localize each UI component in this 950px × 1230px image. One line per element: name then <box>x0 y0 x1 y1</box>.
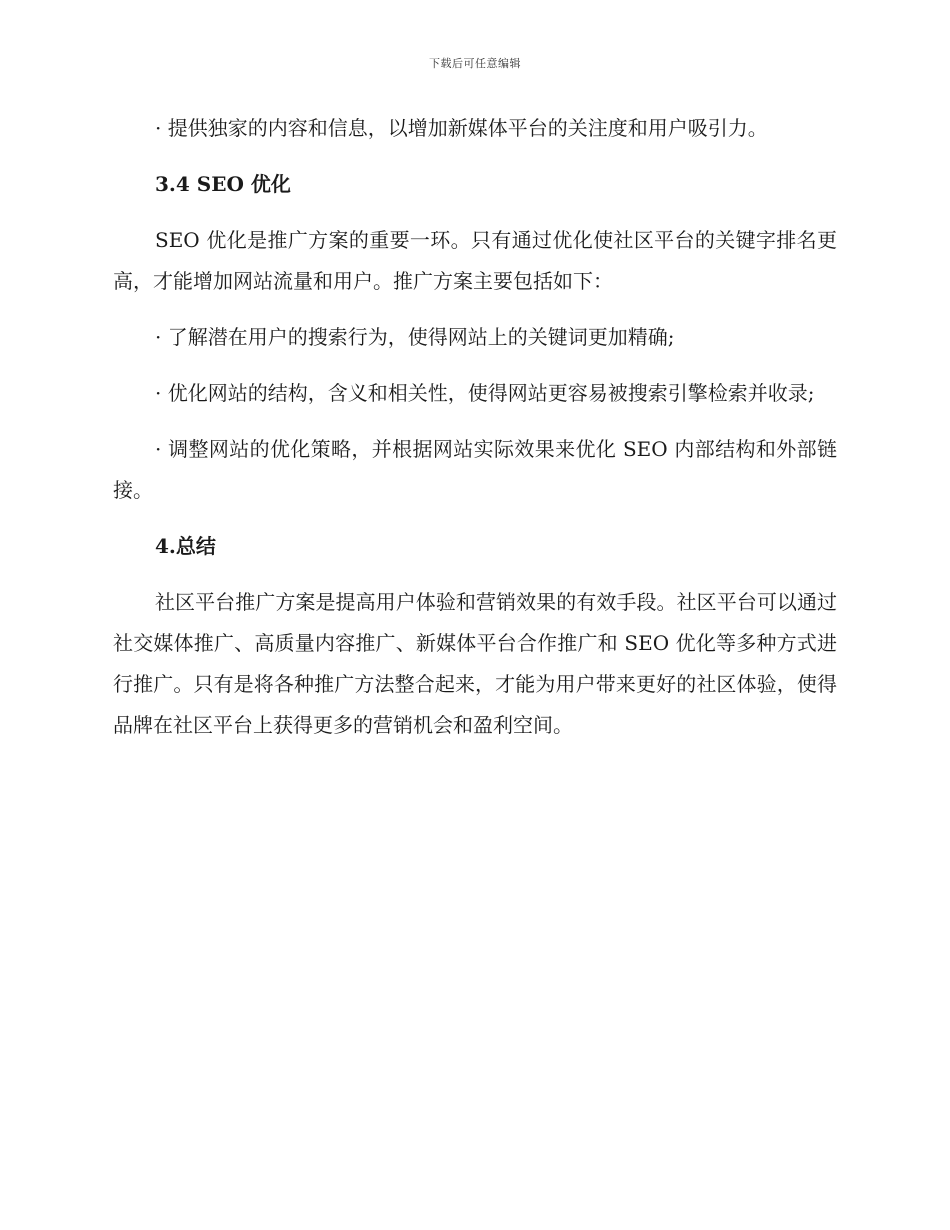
paragraph-gap <box>113 302 837 317</box>
seo-intro-paragraph: SEO 优化是推广方案的重要一环。只有通过优化使社区平台的关键字排名更高，才能增加网站流量和用户。推广方案主要包括如下： <box>113 228 837 293</box>
paragraph-gap <box>113 567 837 582</box>
document-body <box>113 108 837 746</box>
seo-bullet-3: · 调整网站的优化策略，并根据网站实际效果来优化 SEO 内部结构和外部链接。 <box>113 437 837 502</box>
seo-bullet-1: · 了解潜在用户的搜索行为，使得网站上的关键词更加精确; <box>155 325 675 349</box>
summary-paragraph: 社区平台推广方案是提高用户体验和营销效果的有效手段。社区平台可以通过社交媒体推广、高质量内容推广、新媒体平台合作推广和 SEO 优化等多种方式进行推广。只有是将各种推广方法整合起来，才能为用户带来更好的社区体验，使得品牌在社区平台上获得更多的营销机会和盈利空间。 <box>113 590 837 737</box>
paragraph-gap <box>113 358 837 373</box>
paragraph-gap <box>113 414 837 429</box>
header-note: 下载后可任意编辑 <box>429 57 521 70</box>
paragraph-gap <box>113 511 837 526</box>
section-3-4-heading: 3.4 SEO 优化 <box>155 172 291 196</box>
paragraph-gap <box>113 149 837 164</box>
seo-bullet-2: · 优化网站的结构，含义和相关性，使得网站更容易被搜索引擎检索并收录; <box>155 381 815 405</box>
bullet-exclusive-content: · 提供独家的内容和信息，以增加新媒体平台的关注度和用户吸引力。 <box>155 116 768 140</box>
paragraph-gap <box>113 205 837 220</box>
section-4-heading: 4.总结 <box>155 534 216 558</box>
